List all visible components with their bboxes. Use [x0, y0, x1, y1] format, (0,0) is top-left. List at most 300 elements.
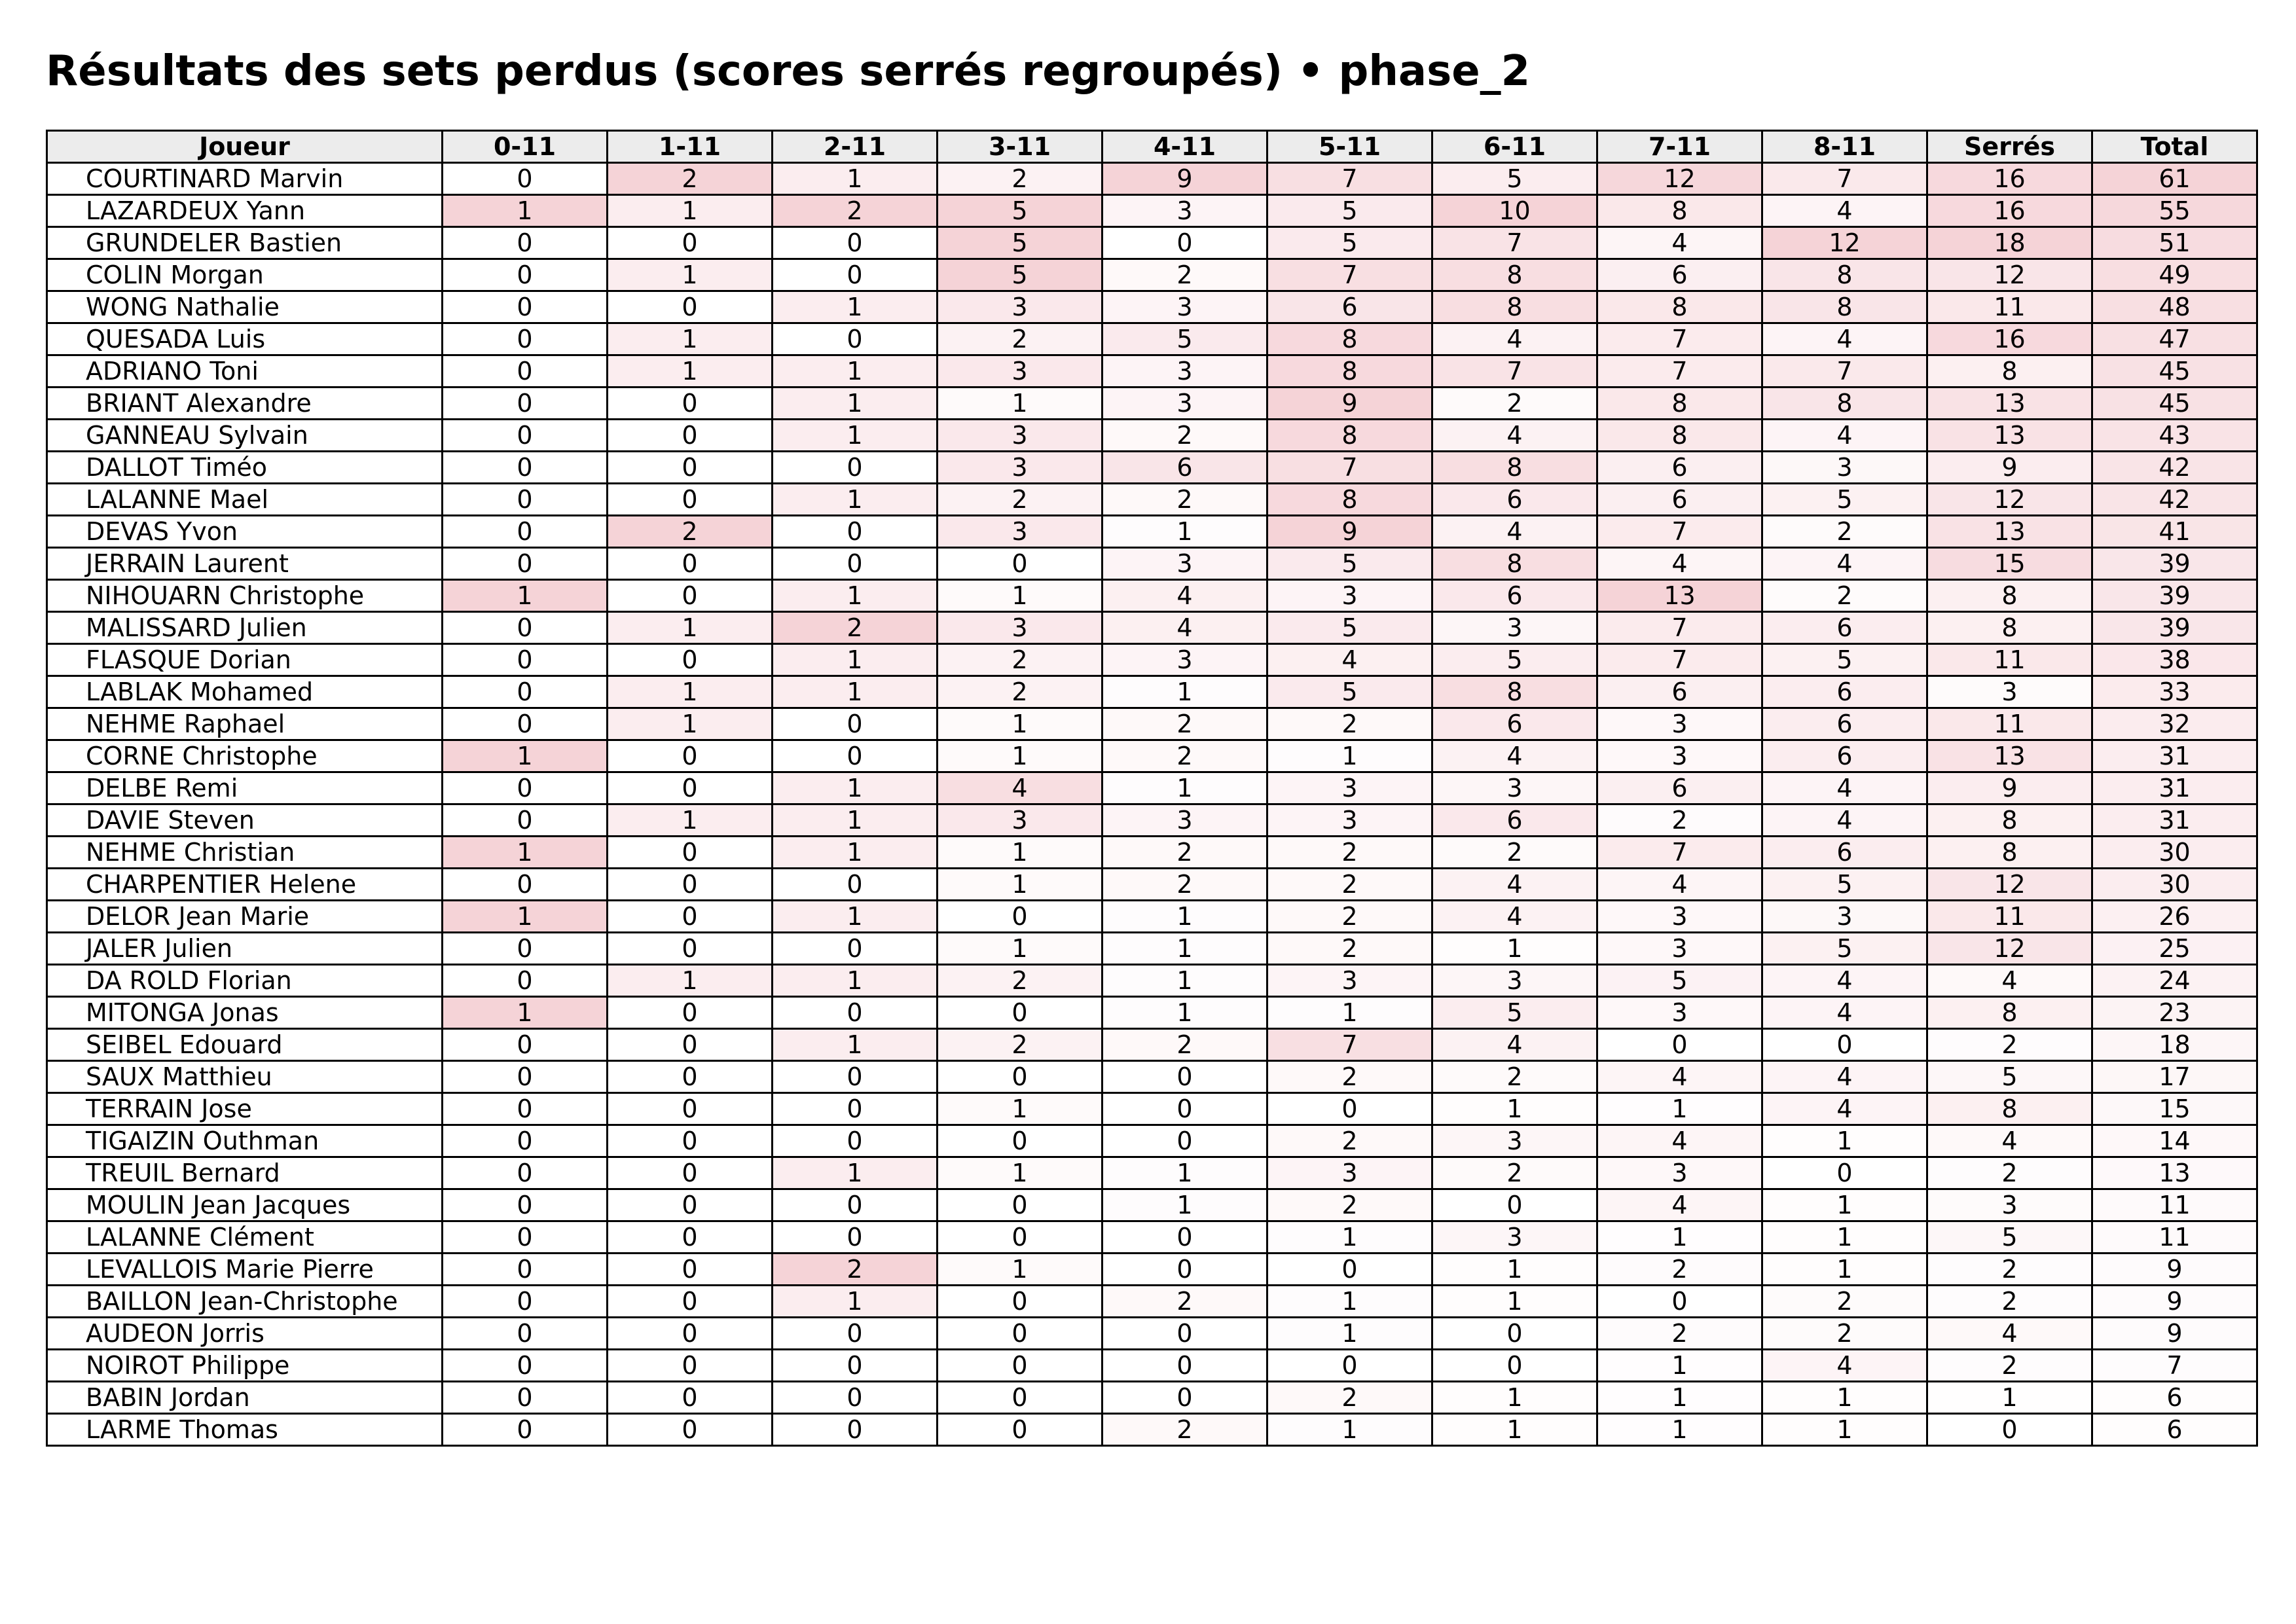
- value-cell-5-11: 2: [1267, 708, 1432, 740]
- value-cell-0-11: 0: [443, 1286, 608, 1318]
- player-name-cell: AUDEON Jorris: [47, 1318, 443, 1350]
- value-cell-7-11: 7: [1597, 644, 1762, 676]
- value-cell-7-11: 8: [1597, 195, 1762, 227]
- value-cell-8-11: 4: [1762, 804, 1927, 837]
- value-cell-serres: 11: [1927, 291, 2092, 323]
- value-cell-6-11: 1: [1432, 1382, 1597, 1414]
- value-cell-7-11: 6: [1597, 772, 1762, 804]
- value-cell-1-11: 0: [608, 1157, 773, 1189]
- value-cell-6-11: 1: [1432, 1093, 1597, 1125]
- value-cell-2-11: 1: [773, 388, 938, 420]
- column-header-2-11: 2-11: [773, 131, 938, 163]
- column-header-8-11: 8-11: [1762, 131, 1927, 163]
- value-cell-8-11: 7: [1762, 163, 1927, 195]
- value-cell-3-11: 3: [938, 291, 1102, 323]
- value-cell-0-11: 1: [443, 997, 608, 1029]
- value-cell-serres: 11: [1927, 901, 2092, 933]
- value-cell-1-11: 0: [608, 388, 773, 420]
- value-cell-6-11: 5: [1432, 163, 1597, 195]
- player-name-cell: DEVAS Yvon: [47, 516, 443, 548]
- value-cell-1-11: 1: [608, 323, 773, 355]
- table-row: [47, 1221, 2257, 1254]
- value-cell-1-11: 1: [608, 676, 773, 708]
- value-cell-4-11: 2: [1102, 420, 1267, 452]
- value-cell-7-11: 7: [1597, 355, 1762, 388]
- value-cell-2-11: 1: [773, 644, 938, 676]
- value-cell-6-11: 2: [1432, 837, 1597, 869]
- player-name-cell: NEHME Raphael: [47, 708, 443, 740]
- table-row: [47, 227, 2257, 259]
- value-cell-5-11: 5: [1267, 548, 1432, 580]
- table-row: [47, 1125, 2257, 1157]
- table-row: [47, 1254, 2257, 1286]
- value-cell-0-11: 1: [443, 195, 608, 227]
- value-cell-1-11: 0: [608, 837, 773, 869]
- value-cell-total: 9: [2092, 1318, 2257, 1350]
- value-cell-total: 51: [2092, 227, 2257, 259]
- value-cell-1-11: 2: [608, 516, 773, 548]
- value-cell-5-11: 7: [1267, 163, 1432, 195]
- value-cell-total: 33: [2092, 676, 2257, 708]
- table-row: [47, 1061, 2257, 1093]
- value-cell-1-11: 0: [608, 1125, 773, 1157]
- value-cell-3-11: 0: [938, 1350, 1102, 1382]
- value-cell-4-11: 6: [1102, 452, 1267, 484]
- value-cell-8-11: 8: [1762, 259, 1927, 291]
- table-row: [47, 1318, 2257, 1350]
- value-cell-4-11: 3: [1102, 548, 1267, 580]
- column-header-7-11: 7-11: [1597, 131, 1762, 163]
- value-cell-0-11: 0: [443, 291, 608, 323]
- value-cell-3-11: 5: [938, 195, 1102, 227]
- value-cell-serres: 13: [1927, 388, 2092, 420]
- value-cell-6-11: 4: [1432, 420, 1597, 452]
- table-row: [47, 323, 2257, 355]
- value-cell-0-11: 0: [443, 933, 608, 965]
- column-header-1-11: 1-11: [608, 131, 773, 163]
- value-cell-1-11: 0: [608, 1221, 773, 1254]
- value-cell-5-11: 6: [1267, 291, 1432, 323]
- value-cell-total: 7: [2092, 1350, 2257, 1382]
- value-cell-7-11: 3: [1597, 933, 1762, 965]
- column-header-joueur: Joueur: [47, 131, 443, 163]
- player-name-cell: TREUIL Bernard: [47, 1157, 443, 1189]
- value-cell-6-11: 4: [1432, 740, 1597, 772]
- value-cell-6-11: 6: [1432, 804, 1597, 837]
- value-cell-6-11: 6: [1432, 580, 1597, 612]
- value-cell-8-11: 6: [1762, 740, 1927, 772]
- value-cell-4-11: 2: [1102, 259, 1267, 291]
- value-cell-0-11: 0: [443, 323, 608, 355]
- value-cell-6-11: 3: [1432, 1221, 1597, 1254]
- value-cell-7-11: 0: [1597, 1029, 1762, 1061]
- value-cell-1-11: 0: [608, 740, 773, 772]
- value-cell-1-11: 1: [608, 965, 773, 997]
- value-cell-2-11: 0: [773, 997, 938, 1029]
- player-name-cell: NIHOUARN Christophe: [47, 580, 443, 612]
- table-row: [47, 516, 2257, 548]
- player-name-cell: NOIROT Philippe: [47, 1350, 443, 1382]
- table-row: [47, 1093, 2257, 1125]
- player-name-cell: BAILLON Jean-Christophe: [47, 1286, 443, 1318]
- value-cell-total: 23: [2092, 997, 2257, 1029]
- value-cell-6-11: 4: [1432, 869, 1597, 901]
- column-header-5-11: 5-11: [1267, 131, 1432, 163]
- value-cell-3-11: 0: [938, 901, 1102, 933]
- value-cell-1-11: 2: [608, 163, 773, 195]
- value-cell-3-11: 1: [938, 837, 1102, 869]
- value-cell-2-11: 2: [773, 1254, 938, 1286]
- player-name-cell: CHARPENTIER Helene: [47, 869, 443, 901]
- player-name-cell: MALISSARD Julien: [47, 612, 443, 644]
- value-cell-0-11: 0: [443, 772, 608, 804]
- value-cell-2-11: 2: [773, 195, 938, 227]
- table-row: [47, 837, 2257, 869]
- value-cell-0-11: 1: [443, 901, 608, 933]
- value-cell-5-11: 7: [1267, 1029, 1432, 1061]
- value-cell-8-11: 2: [1762, 516, 1927, 548]
- table-row: [47, 259, 2257, 291]
- value-cell-0-11: 0: [443, 1189, 608, 1221]
- value-cell-1-11: 0: [608, 227, 773, 259]
- value-cell-5-11: 2: [1267, 837, 1432, 869]
- value-cell-1-11: 0: [608, 901, 773, 933]
- value-cell-2-11: 0: [773, 1318, 938, 1350]
- value-cell-total: 11: [2092, 1221, 2257, 1254]
- value-cell-4-11: 0: [1102, 1221, 1267, 1254]
- value-cell-2-11: 2: [773, 612, 938, 644]
- value-cell-3-11: 1: [938, 1157, 1102, 1189]
- value-cell-total: 18: [2092, 1029, 2257, 1061]
- value-cell-3-11: 2: [938, 1029, 1102, 1061]
- value-cell-serres: 8: [1927, 1093, 2092, 1125]
- value-cell-serres: 4: [1927, 965, 2092, 997]
- value-cell-4-11: 1: [1102, 997, 1267, 1029]
- table-row: [47, 1350, 2257, 1382]
- value-cell-2-11: 1: [773, 1286, 938, 1318]
- value-cell-3-11: 0: [938, 1286, 1102, 1318]
- value-cell-total: 13: [2092, 1157, 2257, 1189]
- value-cell-0-11: 0: [443, 420, 608, 452]
- value-cell-5-11: 1: [1267, 997, 1432, 1029]
- value-cell-serres: 11: [1927, 644, 2092, 676]
- value-cell-2-11: 1: [773, 901, 938, 933]
- value-cell-2-11: 0: [773, 259, 938, 291]
- value-cell-1-11: 0: [608, 580, 773, 612]
- value-cell-7-11: 13: [1597, 580, 1762, 612]
- value-cell-5-11: 8: [1267, 323, 1432, 355]
- value-cell-1-11: 1: [608, 355, 773, 388]
- value-cell-7-11: 7: [1597, 516, 1762, 548]
- value-cell-6-11: 0: [1432, 1350, 1597, 1382]
- value-cell-8-11: 4: [1762, 323, 1927, 355]
- value-cell-5-11: 4: [1267, 644, 1432, 676]
- table-row: [47, 869, 2257, 901]
- value-cell-6-11: 8: [1432, 548, 1597, 580]
- value-cell-5-11: 0: [1267, 1350, 1432, 1382]
- value-cell-total: 24: [2092, 965, 2257, 997]
- value-cell-6-11: 10: [1432, 195, 1597, 227]
- column-header-3-11: 3-11: [938, 131, 1102, 163]
- value-cell-0-11: 0: [443, 1254, 608, 1286]
- value-cell-3-11: 0: [938, 1414, 1102, 1446]
- value-cell-3-11: 0: [938, 1125, 1102, 1157]
- value-cell-2-11: 0: [773, 708, 938, 740]
- value-cell-1-11: 1: [608, 612, 773, 644]
- value-cell-total: 26: [2092, 901, 2257, 933]
- value-cell-5-11: 3: [1267, 1157, 1432, 1189]
- player-name-cell: DELBE Remi: [47, 772, 443, 804]
- value-cell-serres: 4: [1927, 1125, 2092, 1157]
- value-cell-0-11: 0: [443, 1382, 608, 1414]
- value-cell-3-11: 3: [938, 516, 1102, 548]
- table-row: [47, 420, 2257, 452]
- value-cell-4-11: 3: [1102, 195, 1267, 227]
- value-cell-8-11: 1: [1762, 1382, 1927, 1414]
- value-cell-8-11: 4: [1762, 1061, 1927, 1093]
- value-cell-5-11: 7: [1267, 259, 1432, 291]
- value-cell-serres: 13: [1927, 740, 2092, 772]
- value-cell-2-11: 0: [773, 1061, 938, 1093]
- value-cell-2-11: 1: [773, 580, 938, 612]
- value-cell-3-11: 1: [938, 580, 1102, 612]
- value-cell-total: 6: [2092, 1414, 2257, 1446]
- player-name-cell: LABLAK Mohamed: [47, 676, 443, 708]
- value-cell-5-11: 5: [1267, 195, 1432, 227]
- value-cell-7-11: 1: [1597, 1093, 1762, 1125]
- value-cell-serres: 2: [1927, 1286, 2092, 1318]
- value-cell-7-11: 4: [1597, 227, 1762, 259]
- value-cell-3-11: 1: [938, 388, 1102, 420]
- value-cell-1-11: 0: [608, 1189, 773, 1221]
- column-header-4-11: 4-11: [1102, 131, 1267, 163]
- table-row: [47, 291, 2257, 323]
- value-cell-7-11: 8: [1597, 388, 1762, 420]
- value-cell-6-11: 0: [1432, 1318, 1597, 1350]
- value-cell-7-11: 3: [1597, 997, 1762, 1029]
- table-row: [47, 1286, 2257, 1318]
- value-cell-5-11: 9: [1267, 388, 1432, 420]
- value-cell-1-11: 1: [608, 195, 773, 227]
- value-cell-0-11: 0: [443, 1125, 608, 1157]
- value-cell-8-11: 8: [1762, 388, 1927, 420]
- value-cell-7-11: 1: [1597, 1350, 1762, 1382]
- value-cell-serres: 8: [1927, 997, 2092, 1029]
- player-name-cell: DAVIE Steven: [47, 804, 443, 837]
- value-cell-5-11: 1: [1267, 740, 1432, 772]
- value-cell-0-11: 0: [443, 452, 608, 484]
- player-name-cell: GRUNDELER Bastien: [47, 227, 443, 259]
- value-cell-3-11: 2: [938, 676, 1102, 708]
- value-cell-4-11: 3: [1102, 804, 1267, 837]
- column-header-0-11: 0-11: [443, 131, 608, 163]
- value-cell-4-11: 3: [1102, 291, 1267, 323]
- value-cell-7-11: 8: [1597, 420, 1762, 452]
- value-cell-7-11: 3: [1597, 901, 1762, 933]
- value-cell-4-11: 3: [1102, 644, 1267, 676]
- value-cell-6-11: 2: [1432, 1157, 1597, 1189]
- value-cell-2-11: 0: [773, 1189, 938, 1221]
- value-cell-7-11: 6: [1597, 452, 1762, 484]
- value-cell-4-11: 1: [1102, 1157, 1267, 1189]
- value-cell-8-11: 1: [1762, 1221, 1927, 1254]
- value-cell-7-11: 6: [1597, 676, 1762, 708]
- table-row: [47, 580, 2257, 612]
- value-cell-0-11: 0: [443, 484, 608, 516]
- player-name-cell: GANNEAU Sylvain: [47, 420, 443, 452]
- value-cell-3-11: 0: [938, 997, 1102, 1029]
- value-cell-7-11: 1: [1597, 1221, 1762, 1254]
- value-cell-8-11: 3: [1762, 452, 1927, 484]
- value-cell-4-11: 1: [1102, 772, 1267, 804]
- value-cell-2-11: 0: [773, 1221, 938, 1254]
- table-row: [47, 1189, 2257, 1221]
- value-cell-8-11: 1: [1762, 1189, 1927, 1221]
- value-cell-serres: 4: [1927, 1318, 2092, 1350]
- value-cell-6-11: 8: [1432, 291, 1597, 323]
- value-cell-2-11: 0: [773, 516, 938, 548]
- value-cell-0-11: 0: [443, 965, 608, 997]
- value-cell-serres: 3: [1927, 676, 2092, 708]
- table-row: [47, 163, 2257, 195]
- value-cell-1-11: 1: [608, 804, 773, 837]
- value-cell-3-11: 0: [938, 1382, 1102, 1414]
- value-cell-2-11: 0: [773, 323, 938, 355]
- value-cell-7-11: 7: [1597, 837, 1762, 869]
- value-cell-serres: 2: [1927, 1254, 2092, 1286]
- value-cell-7-11: 0: [1597, 1286, 1762, 1318]
- player-name-cell: WONG Nathalie: [47, 291, 443, 323]
- value-cell-2-11: 0: [773, 548, 938, 580]
- value-cell-serres: 12: [1927, 259, 2092, 291]
- value-cell-serres: 5: [1927, 1061, 2092, 1093]
- value-cell-5-11: 8: [1267, 355, 1432, 388]
- value-cell-5-11: 7: [1267, 452, 1432, 484]
- value-cell-5-11: 0: [1267, 1254, 1432, 1286]
- table-row: [47, 484, 2257, 516]
- value-cell-4-11: 2: [1102, 484, 1267, 516]
- value-cell-7-11: 5: [1597, 965, 1762, 997]
- value-cell-4-11: 4: [1102, 612, 1267, 644]
- value-cell-3-11: 3: [938, 420, 1102, 452]
- table-row: [47, 933, 2257, 965]
- value-cell-5-11: 1: [1267, 1221, 1432, 1254]
- value-cell-0-11: 0: [443, 548, 608, 580]
- value-cell-total: 38: [2092, 644, 2257, 676]
- value-cell-6-11: 2: [1432, 1061, 1597, 1093]
- table-row: [47, 804, 2257, 837]
- value-cell-5-11: 5: [1267, 676, 1432, 708]
- value-cell-8-11: 1: [1762, 1414, 1927, 1446]
- value-cell-total: 25: [2092, 933, 2257, 965]
- value-cell-4-11: 0: [1102, 227, 1267, 259]
- player-name-cell: CORNE Christophe: [47, 740, 443, 772]
- value-cell-1-11: 0: [608, 1318, 773, 1350]
- value-cell-6-11: 4: [1432, 1029, 1597, 1061]
- value-cell-7-11: 7: [1597, 323, 1762, 355]
- value-cell-8-11: 1: [1762, 1254, 1927, 1286]
- value-cell-0-11: 0: [443, 804, 608, 837]
- value-cell-4-11: 0: [1102, 1382, 1267, 1414]
- value-cell-total: 42: [2092, 452, 2257, 484]
- value-cell-0-11: 0: [443, 1221, 608, 1254]
- value-cell-4-11: 4: [1102, 580, 1267, 612]
- value-cell-4-11: 2: [1102, 1029, 1267, 1061]
- value-cell-1-11: 0: [608, 933, 773, 965]
- value-cell-0-11: 0: [443, 163, 608, 195]
- value-cell-5-11: 2: [1267, 869, 1432, 901]
- value-cell-2-11: 0: [773, 452, 938, 484]
- value-cell-3-11: 0: [938, 1189, 1102, 1221]
- value-cell-6-11: 8: [1432, 452, 1597, 484]
- value-cell-total: 43: [2092, 420, 2257, 452]
- player-name-cell: FLASQUE Dorian: [47, 644, 443, 676]
- player-name-cell: JERRAIN Laurent: [47, 548, 443, 580]
- value-cell-4-11: 0: [1102, 1318, 1267, 1350]
- value-cell-7-11: 2: [1597, 1318, 1762, 1350]
- table-row: [47, 195, 2257, 227]
- value-cell-8-11: 12: [1762, 227, 1927, 259]
- value-cell-serres: 16: [1927, 195, 2092, 227]
- value-cell-2-11: 1: [773, 355, 938, 388]
- value-cell-serres: 13: [1927, 516, 2092, 548]
- value-cell-6-11: 6: [1432, 708, 1597, 740]
- value-cell-serres: 16: [1927, 163, 2092, 195]
- value-cell-7-11: 2: [1597, 1254, 1762, 1286]
- value-cell-2-11: 0: [773, 1350, 938, 1382]
- table-row: [47, 355, 2257, 388]
- value-cell-3-11: 3: [938, 355, 1102, 388]
- value-cell-6-11: 5: [1432, 997, 1597, 1029]
- value-cell-8-11: 5: [1762, 644, 1927, 676]
- value-cell-1-11: 0: [608, 1286, 773, 1318]
- value-cell-7-11: 12: [1597, 163, 1762, 195]
- value-cell-serres: 12: [1927, 484, 2092, 516]
- value-cell-total: 17: [2092, 1061, 2257, 1093]
- value-cell-2-11: 1: [773, 676, 938, 708]
- value-cell-8-11: 1: [1762, 1125, 1927, 1157]
- value-cell-0-11: 0: [443, 1350, 608, 1382]
- value-cell-serres: 8: [1927, 612, 2092, 644]
- value-cell-3-11: 1: [938, 1093, 1102, 1125]
- player-name-cell: DELOR Jean Marie: [47, 901, 443, 933]
- player-name-cell: LEVALLOIS Marie Pierre: [47, 1254, 443, 1286]
- value-cell-2-11: 0: [773, 740, 938, 772]
- value-cell-0-11: 0: [443, 644, 608, 676]
- value-cell-8-11: 4: [1762, 1350, 1927, 1382]
- player-name-cell: MOULIN Jean Jacques: [47, 1189, 443, 1221]
- value-cell-total: 45: [2092, 355, 2257, 388]
- value-cell-4-11: 1: [1102, 1189, 1267, 1221]
- value-cell-6-11: 3: [1432, 612, 1597, 644]
- value-cell-3-11: 2: [938, 484, 1102, 516]
- value-cell-2-11: 1: [773, 163, 938, 195]
- value-cell-3-11: 2: [938, 323, 1102, 355]
- player-name-cell: BABIN Jordan: [47, 1382, 443, 1414]
- value-cell-total: 61: [2092, 163, 2257, 195]
- value-cell-total: 6: [2092, 1382, 2257, 1414]
- value-cell-3-11: 5: [938, 259, 1102, 291]
- table-row: [47, 1029, 2257, 1061]
- value-cell-1-11: 0: [608, 548, 773, 580]
- value-cell-7-11: 4: [1597, 548, 1762, 580]
- value-cell-2-11: 0: [773, 1125, 938, 1157]
- value-cell-8-11: 2: [1762, 1318, 1927, 1350]
- value-cell-2-11: 0: [773, 1414, 938, 1446]
- value-cell-serres: 2: [1927, 1157, 2092, 1189]
- value-cell-7-11: 4: [1597, 1061, 1762, 1093]
- player-name-cell: NEHME Christian: [47, 837, 443, 869]
